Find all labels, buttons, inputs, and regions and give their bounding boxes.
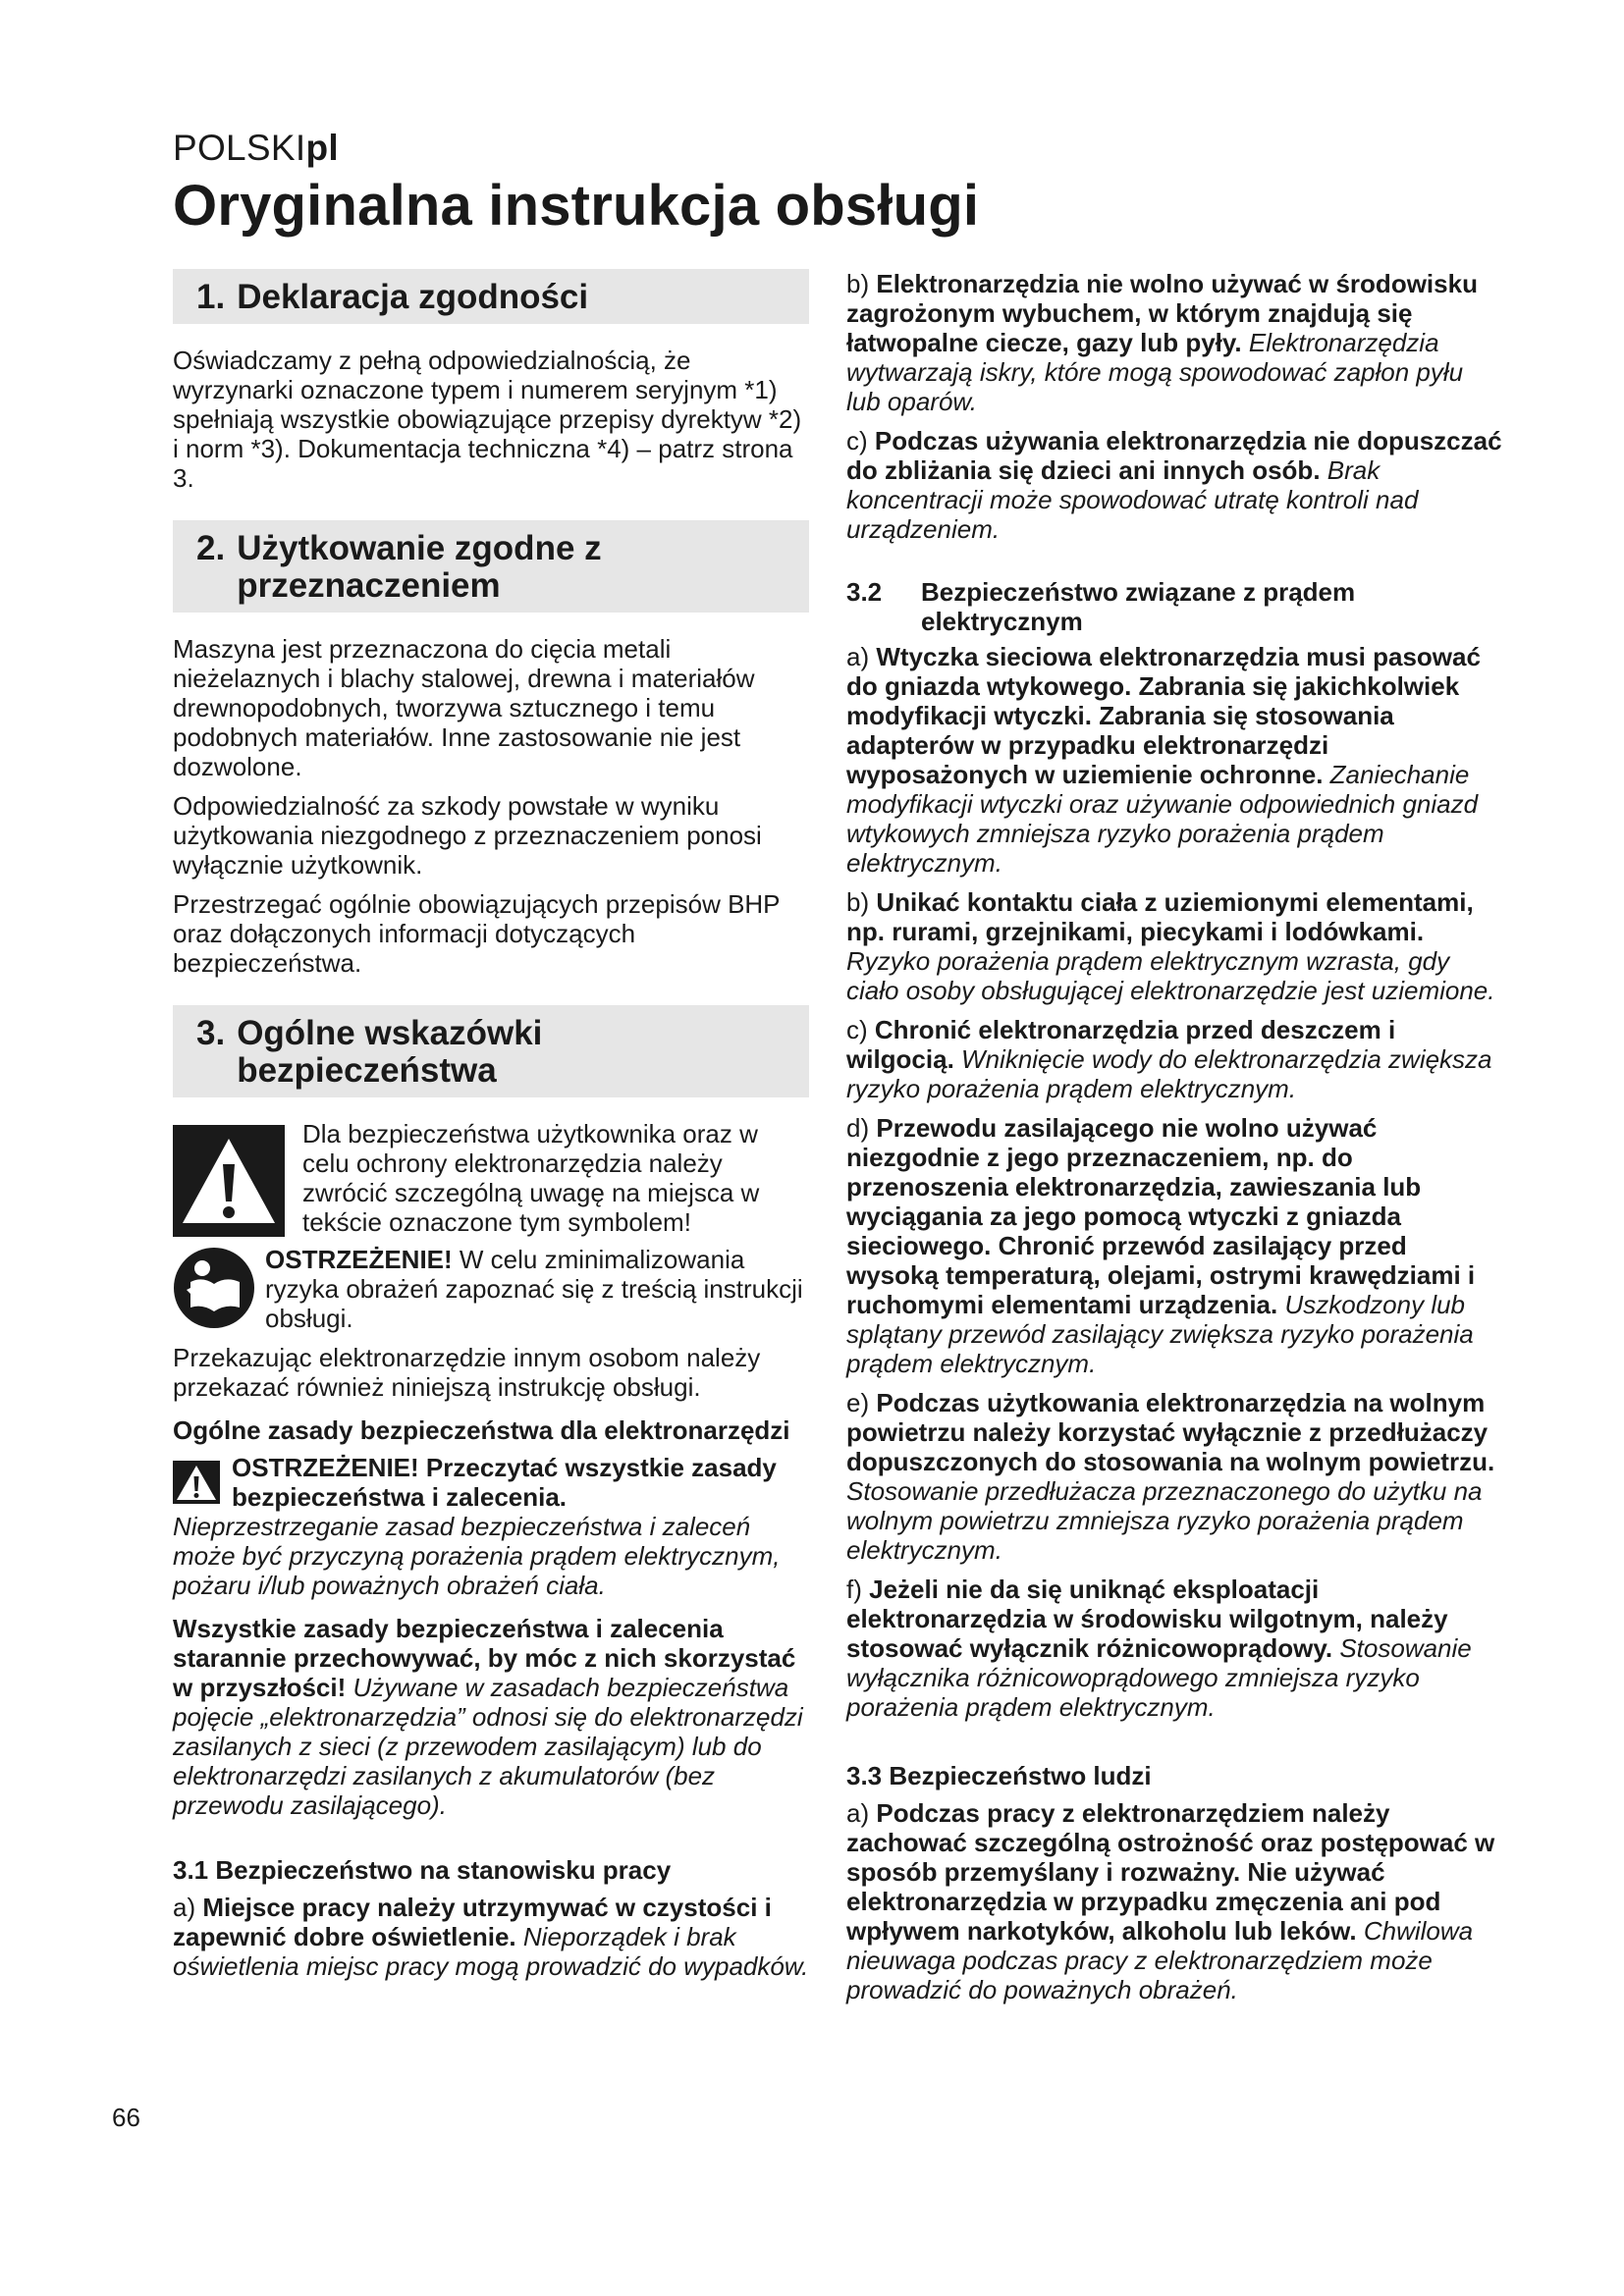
electrical-item-a-italic: Zaniechanie modyfikacji wtyczki oraz używanie odpowiednich gniazd wtykowych zmniejsza ryzyko porażenia prądem elektrycznym. [846, 760, 1479, 878]
language-label [173, 128, 339, 169]
personal-item-a-italic: Chwilowa nieuwaga podczas pracy z elektronarzędziem może prowadzić do poważnych obrażeń. [846, 1916, 1474, 2004]
section-2-heading-box [173, 520, 809, 613]
personal-item-a [846, 1798, 1502, 2004]
electrical-item-d-bold: Przewodu zasilającego nie wolno używać niezgodnie z jego przeznaczeniem, np. do przenoszenia elektronarzędzia, zawieszania lub wyciągania za jego pomocą wtyczki z gniazda sieciowego. Chronić przewód zasilający przed wysoką temperaturą, olejami, ostrymi krawędziami i ruchomymi elementami urządzenia. [846, 1113, 1476, 1319]
electrical-item-c [846, 1015, 1502, 1103]
declaration-text: Oświadczamy z pełną odpowiedzialnością, że wyrzynarki oznaczone typem i numerem seryjnym *1) spełniają wszystkie obowiązujące przepisy dyrektyw *2) i norm *3). Dokumentacja techniczna *4) – patrz strona 3. [173, 346, 802, 493]
electrical-item-f-italic: Stosowanie wyłącznika różnicowoprądowego zmniejsza ryzyko porażenia prądem elektrycznym. [846, 1633, 1472, 1722]
electrical-item-b-italic: Ryzyko porażenia prądem elektrycznym wzrasta, gdy ciało osoby obsługującej elektronarzędzie jest uziemione. [846, 946, 1495, 1005]
intended-use-text: Maszyna jest przeznaczona do cięcia metali nieżelaznych i blachy stalowej, drewna i materiałów drewnopodobnych, tworzywa sztucznego i temu podobnych materiałów. Inne zastosowanie nie jest dozwolone. [173, 634, 755, 781]
workplace-item-c-label: c) [846, 426, 868, 455]
symbol-notice [173, 1119, 809, 1237]
electrical-item-a [846, 642, 1502, 878]
workplace-item-a [173, 1893, 809, 1981]
keep-instructions-bold: Wszystkie zasady bezpieczeństwa i zalecenia starannie przechowywać, by móc z nich skorzystać w przyszłości! [173, 1614, 796, 1702]
read-manual-text [265, 1245, 809, 1333]
section-3-heading-box [173, 1005, 809, 1097]
electrical-safety-title: Bezpieczeństwo związane z prądem elektrycznym [921, 577, 1356, 636]
liability-text: Odpowiedzialność za szkody powstałe w wyniku użytkowania niezgodnego z przeznaczeniem ponosi wyłącznie użytkownik. [173, 791, 762, 880]
electrical-item-e-bold: Podczas użytkowania elektronarzędzia na wolnym powietrzu należy korzystać wyłącznie z przedłużaczy dopuszczonych do stosowania na wolnym powietrzu. [846, 1388, 1495, 1476]
electrical-item-e [846, 1388, 1502, 1565]
electrical-item-d-label: d) [846, 1113, 870, 1143]
general-warning-consequence: Nieprzestrzeganie zasad bezpieczeństwa i zaleceń może być przyczyną porażenia prądem elektrycznym, pożaru i/lub poważnych obrażeń ciała. [173, 1512, 781, 1600]
electrical-item-a-label: a) [846, 642, 870, 671]
electrical-item-d-italic: Uszkodzony lub splątany przewód zasilający zwiększa ryzyko porażenia prądem elektrycznym. [846, 1290, 1474, 1378]
section-1-heading [196, 279, 785, 316]
warning-triangle-small-icon [173, 1461, 220, 1504]
section-3-number: 3. [196, 1014, 226, 1052]
section-1-title: Deklaracja zgodności [237, 278, 589, 316]
workplace-item-b [846, 269, 1502, 416]
electrical-item-c-italic: Wniknięcie wody do elektronarzędzia zwiększa ryzyko porażenia prądem elektrycznym. [846, 1044, 1492, 1103]
warning-triangle-icon [173, 1125, 285, 1237]
personal-item-a-label: a) [846, 1798, 870, 1828]
electrical-item-f-label: f) [846, 1575, 862, 1604]
general-warning [173, 1453, 809, 1512]
electrical-item-f-bold: Jeżeli nie da się uniknąć eksploatacji elektronarzędzia w środowisku wilgotnym, należy stosować wyłącznik różnicowoprądowy. [846, 1575, 1448, 1663]
personal-safety-heading: 3.3 Bezpieczeństwo ludzi [846, 1761, 1152, 1790]
electrical-item-b-label: b) [846, 887, 870, 917]
electrical-safety-number: 3.2 [846, 577, 883, 607]
electrical-item-f [846, 1575, 1502, 1722]
section-2-title: Użytkowanie zgodne z przeznaczeniem [237, 529, 602, 605]
workplace-item-a-bold: Miejsce pracy należy utrzymywać w czystości i zapewnić dobre oświetlenie. [173, 1893, 772, 1951]
section-2-heading [196, 530, 785, 605]
section-2-number: 2. [196, 529, 226, 567]
workplace-safety-heading: 3.1 Bezpieczeństwo na stanowisku pracy [173, 1855, 672, 1885]
electrical-safety-heading [846, 577, 1502, 636]
workplace-item-a-italic: Nieporządek i brak oświetlenia miejsc pracy mogą prowadzić do wypadków. [173, 1922, 809, 1981]
workplace-item-b-bold: Elektronarzędzia nie wolno używać w środowisku zagrożonym wybuchem, w którym znajdują się łatwopalne ciecze, gazy lub pyły. [846, 269, 1478, 357]
read-manual-icon [173, 1247, 255, 1329]
section-1-number: 1. [196, 278, 226, 316]
language-code: pl [305, 128, 339, 168]
electrical-item-b [846, 887, 1502, 1005]
workplace-item-c-italic: Brak koncentracji może spowodować utratę kontroli nad urządzeniem. [846, 455, 1419, 544]
read-manual-notice [173, 1245, 809, 1333]
workplace-item-a-label: a) [173, 1893, 196, 1922]
page-number: 66 [112, 2103, 140, 2132]
section-3-title: Ogólne wskazówki bezpieczeństwa [237, 1014, 543, 1090]
general-warning-bold: OSTRZEŻENIE! Przeczytać wszystkie zasady bezpieczeństwa i zalecenia. [232, 1453, 777, 1512]
workplace-item-b-italic: Elektronarzędzia wytwarzają iskry, które mogą spowodować zapłon pyłu lub oparów. [846, 328, 1464, 416]
section-1-heading-box [173, 269, 809, 324]
symbol-notice-text: Dla bezpieczeństwa użytkownika oraz w celu ochrony elektronarzędzia należy zwrócić szczególną uwagę na miejsca w tekście oznaczone tym symbolem! [302, 1119, 760, 1237]
general-warning-italic [173, 1512, 809, 1600]
right-column [846, 269, 1502, 2014]
electrical-item-c-bold: Chronić elektronarzędzia przed deszczem i wilgocią. [846, 1015, 1396, 1074]
read-manual-warning-body: W celu zminimalizowania ryzyka obrażeń zapoznać się z treścią instrukcji obsługi. [265, 1245, 803, 1333]
workplace-item-b-label: b) [846, 269, 870, 298]
personal-item-a-bold: Podczas pracy z elektronarzędziem należy zachować szczególną ostrożność oraz postępować w sposób przemyślany i rozważny. Nie używać elektronarzędzia w przypadku zmęczenia ani pod wpływem narkotyków, alkoholu lub leków. [846, 1798, 1495, 1946]
left-column [173, 269, 809, 1991]
workplace-item-c [846, 426, 1502, 544]
keep-instructions [173, 1614, 809, 1820]
electrical-item-c-label: c) [846, 1015, 868, 1044]
workplace-item-c-bold: Podczas używania elektronarzędzia nie dopuszczać do zbliżania się dzieci ani innych osób. [846, 426, 1502, 485]
read-manual-warning-label: OSTRZEŻENIE! [265, 1245, 453, 1274]
electrical-item-e-label: e) [846, 1388, 870, 1417]
general-safety-heading: Ogólne zasady bezpieczeństwa dla elektronarzędzi [173, 1415, 790, 1445]
electrical-item-e-italic: Stosowanie przedłużacza przeznaczonego do użytku na wolnym powietrzu zmniejsza ryzyko porażenia prądem elektrycznym. [846, 1476, 1483, 1565]
section-3-heading [196, 1015, 785, 1090]
keep-instructions-italic: Używane w zasadach bezpieczeństwa pojęcie „elektronarzędzia” odnosi się do elektronarzędzi zasilanych z sieci (z przewodem zasilającym) lub do elektronarzędzi zasilanych z akumulatorów (bez przewodu zasilającego). [173, 1673, 803, 1820]
electrical-item-d [846, 1113, 1502, 1378]
handover-text: Przekazując elektronarzędzie innym osobom należy przekazać również niniejszą instrukcję obsługi. [173, 1343, 761, 1402]
electrical-item-b-bold: Unikać kontaktu ciała z uziemionymi elementami, np. rurami, grzejnikami, piecykami i lodówkami. [846, 887, 1474, 946]
language-name: POLSKI [173, 128, 306, 168]
electrical-item-a-bold: Wtyczka sieciowa elektronarzędzia musi pasować do gniazda wtykowego. Zabrania się jakichkolwiek modyfikacji wtyczki. Zabrania się stosowania adapterów w przypadku elektronarzędzi wyposażonych w uziemienie ochronne. [846, 642, 1481, 789]
page-title: Oryginalna instrukcja obsługi [173, 174, 980, 238]
safety-regulations-text: Przestrzegać ogólnie obowiązujących przepisów BHP oraz dołączonych informacji dotyczących bezpieczeństwa. [173, 889, 781, 978]
